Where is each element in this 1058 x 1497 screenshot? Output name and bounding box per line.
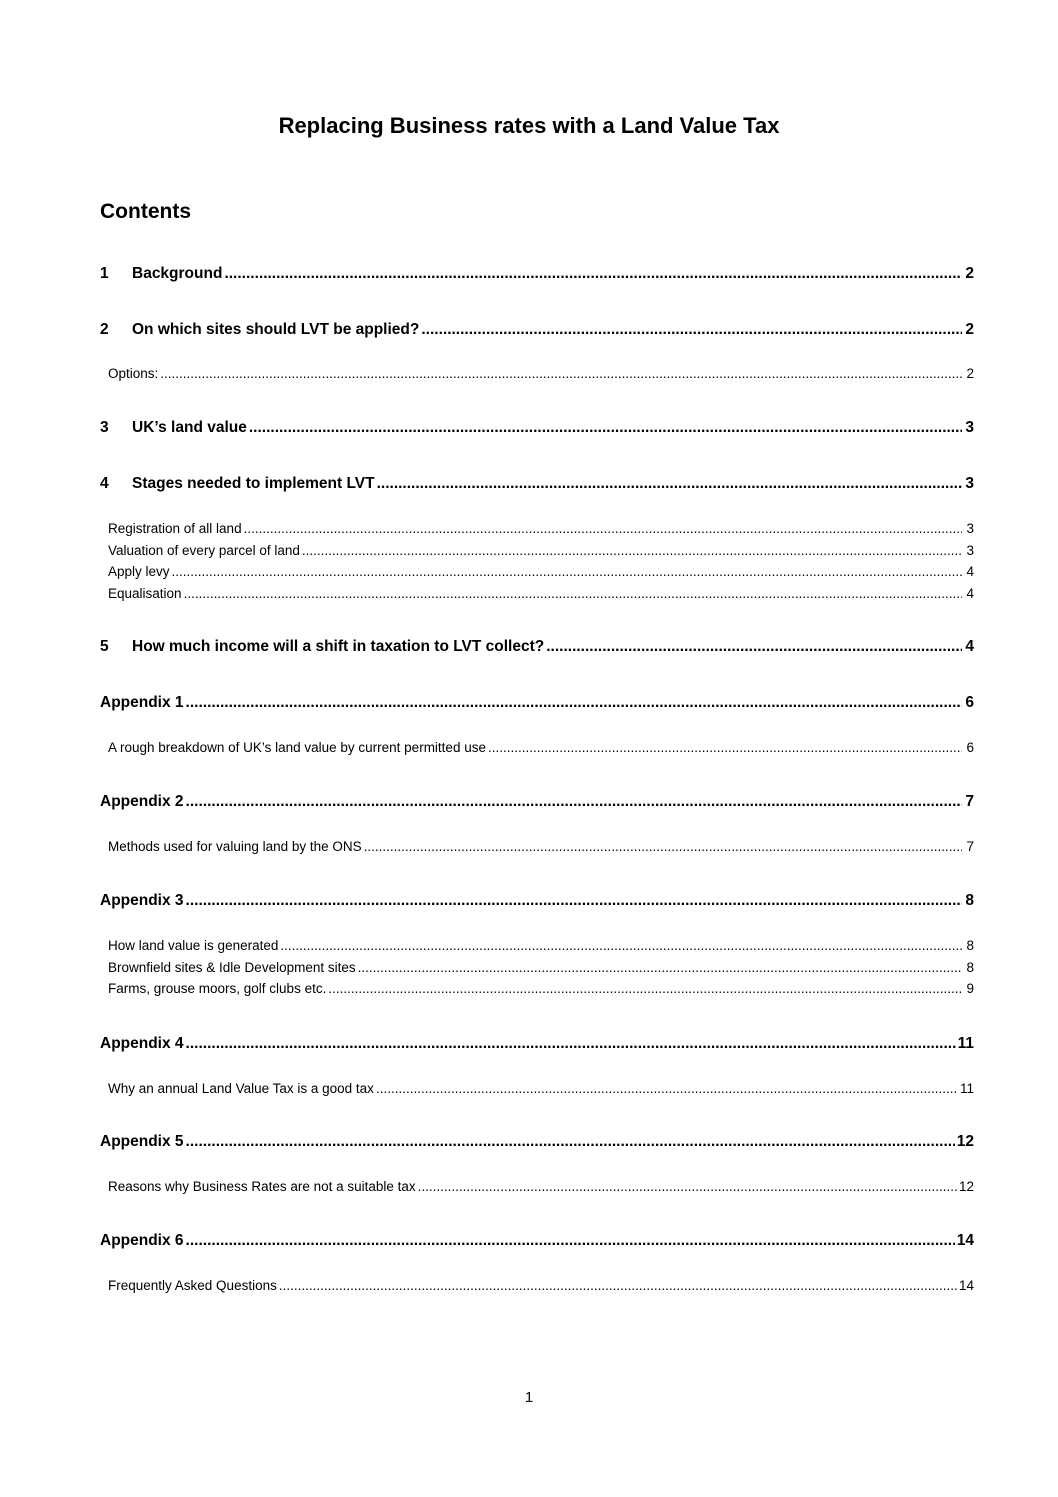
toc-dot-leader bbox=[186, 694, 962, 712]
toc-entry-label: Methods used for valuing land by the ONS bbox=[108, 839, 362, 854]
toc-entry-label: On which sites should LVT be applied? bbox=[132, 321, 420, 338]
toc-entry-page: 14 bbox=[958, 1278, 974, 1293]
toc-entry-page: 8 bbox=[966, 960, 974, 975]
document-title: Replacing Business rates with a Land Value Tax bbox=[278, 113, 780, 138]
toc-entry-label: Appendix 6 bbox=[100, 1232, 184, 1249]
toc-dot-leader bbox=[184, 586, 962, 601]
toc-entry-label: Valuation of every parcel of land bbox=[108, 543, 300, 558]
toc-entry-page: 6 bbox=[965, 694, 974, 711]
toc-entry-page: 2 bbox=[965, 265, 974, 282]
toc-entry-page: 4 bbox=[965, 638, 974, 655]
toc-entry-page: 7 bbox=[965, 793, 974, 810]
toc-dot-leader bbox=[186, 1133, 955, 1151]
toc-entry-page: 2 bbox=[966, 366, 974, 381]
toc-entry-page: 3 bbox=[966, 521, 974, 536]
toc-dot-leader bbox=[249, 419, 962, 437]
toc-entry-label: Frequently Asked Questions bbox=[108, 1278, 277, 1293]
toc-dot-leader bbox=[224, 265, 962, 283]
toc-dot-leader bbox=[186, 1232, 955, 1250]
toc-entry-page: 4 bbox=[966, 586, 974, 601]
toc-entry-number: 1 bbox=[100, 265, 109, 282]
toc-entry-label: How land value is generated bbox=[108, 938, 279, 953]
toc-entry-number: 5 bbox=[100, 638, 109, 655]
toc-entry-number: 3 bbox=[100, 419, 109, 436]
toc-entry-label: How much income will a shift in taxation to LVT collect? bbox=[132, 638, 545, 655]
toc-dot-leader bbox=[244, 521, 962, 536]
toc-entry-page: 14 bbox=[956, 1232, 974, 1249]
toc-entry-label: Reasons why Business Rates are not a suitable tax bbox=[108, 1179, 416, 1194]
toc-entry-label: Stages needed to implement LVT bbox=[132, 475, 375, 492]
toc-dot-leader bbox=[376, 1081, 958, 1096]
toc-entry-valuation[interactable] bbox=[100, 543, 974, 558]
toc-entry-farms[interactable] bbox=[100, 981, 974, 996]
toc-entry-uk-land-value[interactable] bbox=[100, 419, 974, 437]
toc-entry-ons-methods[interactable] bbox=[100, 839, 974, 854]
contents-heading: Contents bbox=[100, 200, 191, 223]
toc-entry-page: 7 bbox=[966, 839, 974, 854]
toc-entry-page: 12 bbox=[958, 1179, 974, 1194]
toc-entry-label: Appendix 5 bbox=[100, 1133, 184, 1150]
toc-entry-label: Farms, grouse moors, golf clubs etc. bbox=[108, 981, 327, 996]
toc-dot-leader bbox=[364, 839, 962, 854]
toc-entry-good-tax[interactable] bbox=[100, 1081, 974, 1096]
toc-entry-label: Appendix 4 bbox=[100, 1035, 184, 1052]
toc-entry-label: Options: bbox=[108, 366, 159, 381]
toc-entry-page: 4 bbox=[966, 564, 974, 579]
toc-entry-land-value-breakdown[interactable] bbox=[100, 740, 974, 755]
toc-dot-leader bbox=[186, 1035, 956, 1053]
toc-entry-options[interactable] bbox=[100, 366, 974, 381]
toc-dot-leader bbox=[172, 564, 962, 579]
toc-entry-appendix-6[interactable] bbox=[100, 1232, 974, 1250]
toc-entry-label: Appendix 2 bbox=[100, 793, 184, 810]
toc-entry-page: 6 bbox=[966, 740, 974, 755]
toc-entry-page: 12 bbox=[956, 1133, 974, 1150]
toc-entry-stages[interactable] bbox=[100, 475, 974, 493]
toc-entry-label: UK’s land value bbox=[132, 419, 247, 436]
toc-entry-page: 8 bbox=[965, 892, 974, 909]
toc-entry-appendix-5[interactable] bbox=[100, 1133, 974, 1151]
toc-dot-leader bbox=[421, 321, 962, 339]
toc-entry-appendix-3[interactable] bbox=[100, 892, 974, 910]
toc-entry-number: 2 bbox=[100, 321, 109, 338]
toc-entry-faq[interactable] bbox=[100, 1278, 974, 1293]
toc-entry-label: A rough breakdown of UK’s land value by current permitted use bbox=[108, 740, 486, 755]
toc-dot-leader bbox=[546, 638, 962, 656]
toc-entry-equalisation[interactable] bbox=[100, 586, 974, 601]
page-number: 1 bbox=[524, 1389, 534, 1406]
toc-dot-leader bbox=[358, 960, 962, 975]
toc-entry-page: 3 bbox=[965, 475, 974, 492]
toc-entry-label: Appendix 3 bbox=[100, 892, 184, 909]
toc-dot-leader bbox=[186, 892, 962, 910]
toc-dot-leader bbox=[279, 1278, 957, 1293]
toc-entry-label: Equalisation bbox=[108, 586, 182, 601]
toc-entry-land-value-generated[interactable] bbox=[100, 938, 974, 953]
toc-entry-label: Background bbox=[132, 265, 223, 282]
toc-entry-brownfield[interactable] bbox=[100, 960, 974, 975]
toc-entry-income[interactable] bbox=[100, 638, 974, 656]
toc-dot-leader bbox=[377, 475, 962, 493]
toc-entry-label: Appendix 1 bbox=[100, 694, 184, 711]
toc-dot-leader bbox=[302, 543, 962, 558]
toc-dot-leader bbox=[186, 793, 962, 811]
toc-dot-leader bbox=[160, 366, 962, 381]
toc-dot-leader bbox=[328, 981, 962, 996]
toc-entry-page: 11 bbox=[957, 1035, 974, 1052]
toc-entry-number: 4 bbox=[100, 475, 109, 492]
toc-entry-appendix-1[interactable] bbox=[100, 694, 974, 712]
toc-dot-leader bbox=[488, 740, 962, 755]
toc-entry-registration[interactable] bbox=[100, 521, 974, 536]
toc-dot-leader bbox=[280, 938, 962, 953]
toc-entry-page: 8 bbox=[966, 938, 974, 953]
toc-entry-business-rates[interactable] bbox=[100, 1179, 974, 1194]
toc-entry-label: Apply levy bbox=[108, 564, 170, 579]
toc-entry-page: 9 bbox=[966, 981, 974, 996]
toc-entry-label: Brownfield sites & Idle Development sites bbox=[108, 960, 356, 975]
toc-entry-label: Registration of all land bbox=[108, 521, 242, 536]
toc-dot-leader bbox=[418, 1179, 957, 1194]
toc-entry-page: 2 bbox=[965, 321, 974, 338]
toc-entry-page: 11 bbox=[959, 1081, 974, 1096]
toc-entry-sites-lvt[interactable] bbox=[100, 321, 974, 339]
toc-entry-background[interactable] bbox=[100, 265, 974, 283]
toc-entry-label: Why an annual Land Value Tax is a good tax bbox=[108, 1081, 374, 1096]
toc-entry-page: 3 bbox=[965, 419, 974, 436]
toc-entry-appendix-4[interactable] bbox=[100, 1035, 974, 1053]
toc-entry-page: 3 bbox=[966, 543, 974, 558]
toc-entry-apply-levy[interactable] bbox=[100, 564, 974, 579]
toc-entry-appendix-2[interactable] bbox=[100, 793, 974, 811]
